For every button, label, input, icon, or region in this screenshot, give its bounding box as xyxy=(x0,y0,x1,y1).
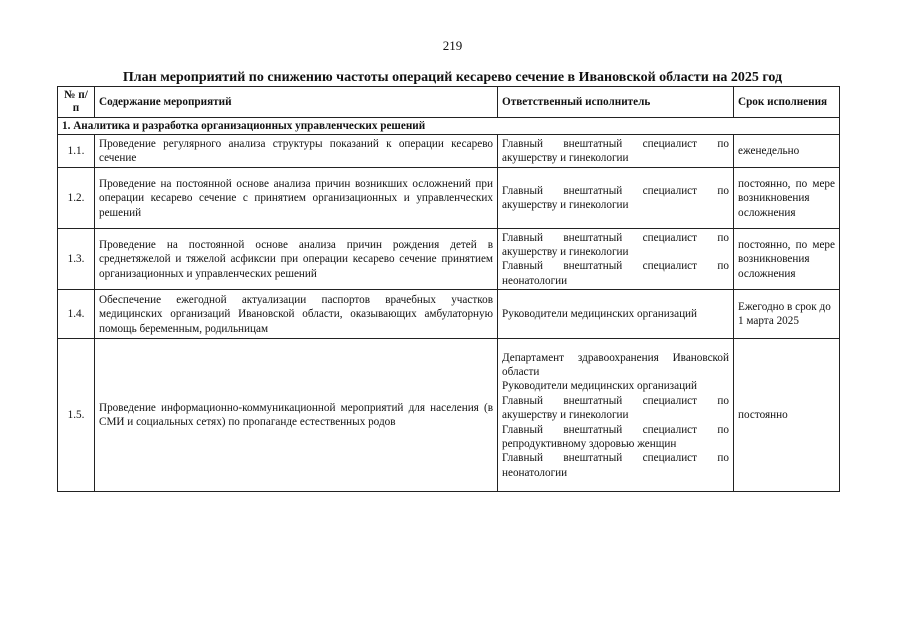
row-content: Проведение на постоянной основе анализа причин возникших осложнений при операции кесарево сечение с принятием организационных и управленческих решений xyxy=(95,168,498,229)
header-num: № п/п xyxy=(58,87,95,118)
table-header-row xyxy=(58,87,840,118)
row-num: 1.4. xyxy=(58,290,95,339)
responsible-line: Главный внештатный специалист по неонатологии xyxy=(502,260,729,287)
row-deadline: постоянно xyxy=(734,339,840,492)
row-responsible xyxy=(498,135,734,168)
table-row xyxy=(58,135,840,168)
responsible-line: Главный внештатный специалист по репродуктивному здоровью женщин xyxy=(502,423,729,451)
row-deadline: Ежегодно в срок до 1 марта 2025 xyxy=(734,290,840,339)
responsible-line: Главный внештатный специалист по акушерству и гинекологии xyxy=(502,394,729,422)
responsible-line: Департамент здравоохранения Ивановской области xyxy=(502,351,729,378)
header-responsible: Ответственный исполнитель xyxy=(498,87,734,118)
responsible-line: Руководители медицинских организаций xyxy=(502,308,698,321)
row-num: 1.2. xyxy=(58,168,95,229)
row-num: 1.5. xyxy=(58,339,95,492)
row-deadline: постоянно, по мере возникновения осложнения xyxy=(734,168,840,229)
row-content: Обеспечение ежегодной актуализации паспортов врачебных участков медицинских организаций Ивановской области, оказывающих амбулаторную помощь беременным, родильницам xyxy=(95,290,498,339)
row-responsible xyxy=(498,168,734,229)
header-deadline: Срок исполнения xyxy=(734,87,840,118)
row-responsible xyxy=(498,229,734,290)
responsible-line: Главный внештатный специалист по акушерству и гинекологии xyxy=(502,185,729,212)
row-responsible xyxy=(498,339,734,492)
document-title: План мероприятий по снижению частоты операций кесарево сечение в Ивановской области на 2025 год xyxy=(122,70,783,85)
section-row xyxy=(58,118,840,135)
row-content: Проведение регулярного анализа структуры показаний к операции кесарево сечение xyxy=(95,135,498,168)
section-title: 1. Аналитика и разработка организационных управленческих решений xyxy=(58,118,840,135)
row-deadline: постоянно, по мере возникновения осложнения xyxy=(734,229,840,290)
responsible-line: Руководители медицинских организаций xyxy=(502,380,698,393)
header-content: Содержание мероприятий xyxy=(95,87,498,118)
row-deadline: еженедельно xyxy=(734,135,840,168)
plan-table xyxy=(57,86,840,492)
responsible-line: Главный внештатный специалист по неонатологии xyxy=(502,452,729,479)
responsible-line: Главный внештатный специалист по акушерству и гинекологии xyxy=(502,231,729,258)
row-num: 1.1. xyxy=(58,135,95,168)
table-row xyxy=(58,290,840,339)
page-number: 219 xyxy=(442,38,463,53)
row-content: Проведение на постоянной основе анализа причин рождения детей в среднетяжелой и тяжелой асфиксии при операции кесарево сечение принятием организационных и управленческих решений xyxy=(95,229,498,290)
table-row xyxy=(58,168,840,229)
row-content: Проведение информационно-коммуникационной мероприятий для населения (в СМИ и социальных сетях) по пропаганде естественных родов xyxy=(95,339,498,492)
table-row xyxy=(58,229,840,290)
row-num: 1.3. xyxy=(58,229,95,290)
table-row xyxy=(58,339,840,492)
responsible-line: Главный внештатный специалист по акушерству и гинекологии xyxy=(502,138,729,165)
row-responsible xyxy=(498,290,734,339)
